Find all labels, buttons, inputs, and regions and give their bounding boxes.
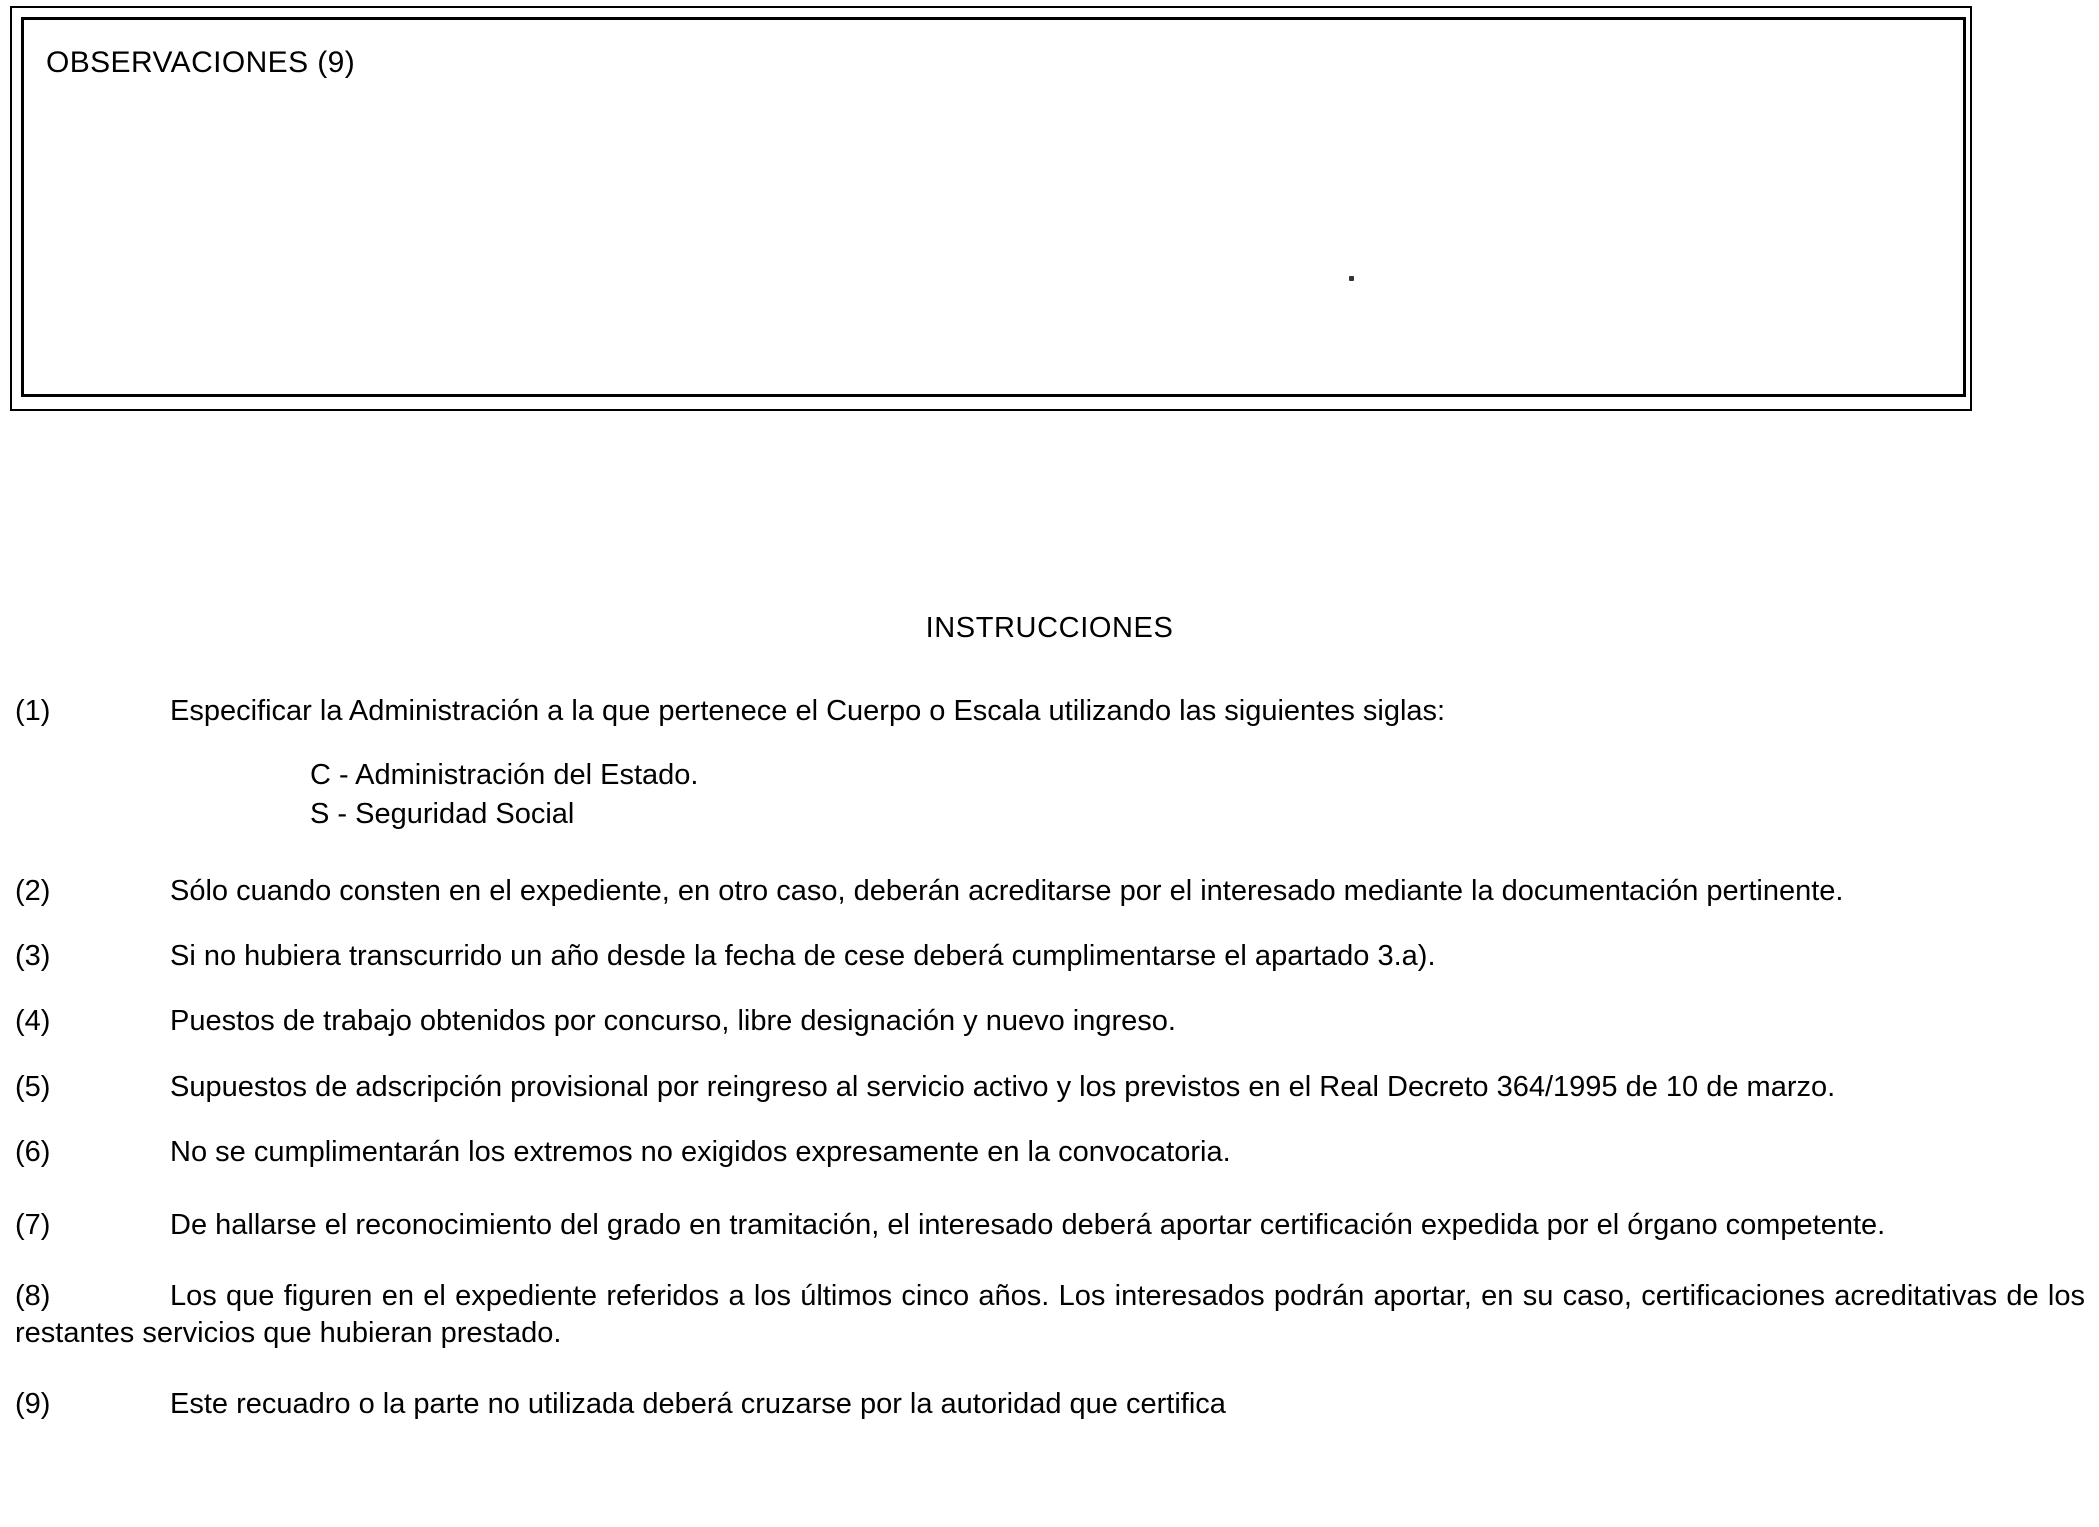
- instruction-marker-9: (9): [15, 1388, 51, 1421]
- siglas-item-c: C - Administración del Estado.: [310, 759, 699, 792]
- instruction-text-4: Puestos de trabajo obtenidos por concurso, libre designación y nuevo ingreso.: [170, 1005, 1176, 1038]
- instruction-text-5: Supuestos de adscripción provisional por reingreso al servicio activo y los previstos en el Real Decreto 364/1995 de 10 de marzo.: [170, 1070, 1836, 1103]
- instruction-marker-7: (7): [15, 1208, 51, 1241]
- siglas-item-s: S - Seguridad Social: [310, 797, 575, 830]
- instruction-item-4: [0, 1003, 2099, 1040]
- instruction-item-1: [0, 693, 2099, 833]
- observaciones-box: [10, 6, 1972, 411]
- instruction-marker-2: (2): [15, 875, 51, 908]
- instruction-marker-5: (5): [15, 1070, 51, 1103]
- observaciones-label: OBSERVACIONES (9): [46, 46, 356, 79]
- instruction-marker-4: (4): [15, 1005, 51, 1038]
- siglas-sublist: [310, 756, 2099, 833]
- instruction-text-3: Si no hubiera transcurrido un año desde la fecha de cese deberá cumplimentarse el apartado 3.a).: [170, 940, 1436, 973]
- instruction-marker-3: (3): [15, 940, 51, 973]
- instruction-text-9: Este recuadro o la parte no utilizada deberá cruzarse por la autoridad que certifica: [170, 1388, 1226, 1421]
- instrucciones-heading: INSTRUCCIONES: [925, 612, 1174, 644]
- instruction-text-7: De hallarse el reconocimiento del grado en tramitación, el interesado deberá aportar certificación expedida por el órgano competente.: [170, 1208, 1886, 1241]
- instruction-text-8: Los que figuren en el expediente referidos a los últimos cinco años. Los interesados podrán aportar, en su caso, certificaciones acreditativas de los restantes servicios que hubieran prestado.: [15, 1279, 2085, 1349]
- observaciones-box-inner-frame: [21, 17, 1966, 397]
- instruction-item-2: [0, 873, 2099, 910]
- instruction-marker-6: (6): [15, 1135, 51, 1168]
- instruction-text-1: Especificar la Administración a la que pertenece el Cuerpo o Escala utilizando las siguientes siglas:: [170, 695, 1446, 727]
- instruction-item-7: [15, 1207, 2085, 1244]
- instruction-marker-1: (1): [15, 695, 51, 727]
- instruction-item-9: [0, 1386, 2099, 1423]
- instruction-text-2: Sólo cuando consten en el expediente, en otro caso, deberán acreditarse por el interesado mediante la documentación pertinente.: [170, 875, 1844, 908]
- instruction-text-6: No se cumplimentarán los extremos no exigidos expresamente en la convocatoria.: [170, 1135, 1231, 1168]
- instruction-marker-8: (8): [15, 1279, 51, 1312]
- instructions-list: [0, 693, 2099, 1445]
- instruction-item-8: [15, 1278, 2085, 1352]
- scan-speck-artifact: [1349, 276, 1354, 281]
- instruction-item-3: [0, 938, 2099, 975]
- instruction-item-5: [0, 1069, 2099, 1106]
- instruction-item-6: [0, 1134, 2099, 1171]
